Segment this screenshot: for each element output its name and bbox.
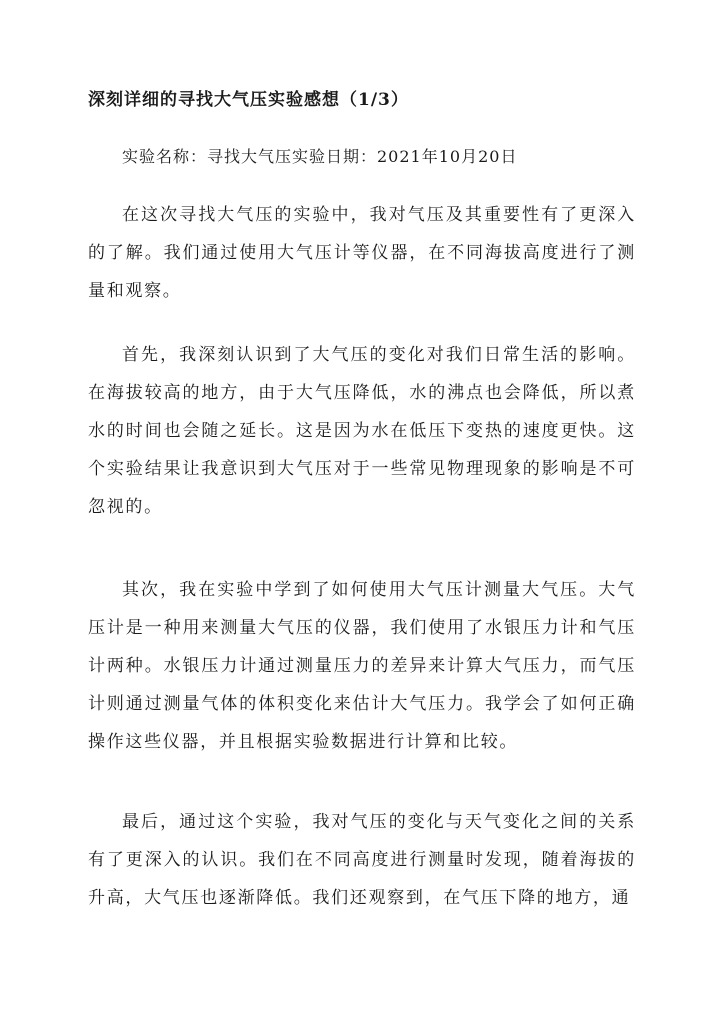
paragraph-first: 首先，我深刻认识到了大气压的变化对我们日常生活的影响。在海拔较高的地方，由于大气压降低，水的沸点也会降低，所以煮水的时间也会随之延长。这是因为水在低压下变热的速度更快。这个实验结果让我意识到大气压对于一些常见物理现象的影响是不可忽视的。	[88, 345, 636, 517]
paragraph-last: 最后，通过这个实验，我对气压的变化与天气变化之间的关系有了更深入的认识。我们在不同高度进行测量时发现，随着海拔的升高，大气压也逐渐降低。我们还观察到，在气压下降的地方，通	[88, 812, 636, 908]
paragraph-intro: 在这次寻找大气压的实验中，我对气压及其重要性有了更深入的了解。我们通过使用大气压计等仪器，在不同海拔高度进行了测量和观察。	[88, 205, 636, 301]
experiment-meta-line: 实验名称：寻找大气压实验日期：2021年10月20日	[122, 147, 518, 166]
document-title: 深刻详细的寻找大气压实验感想（1/3）	[88, 90, 409, 110]
paragraph-second: 其次，我在实验中学到了如何使用大气压计测量大气压。大气压计是一种用来测量大气压的仪器，我们使用了水银压力计和气压计两种。水银压力计通过测量压力的差异来计算大气压力，而气压计则通过测量气体的体积变化来估计大气压力。我学会了如何正确操作这些仪器，并且根据实验数据进行计算和比较。	[88, 580, 636, 752]
